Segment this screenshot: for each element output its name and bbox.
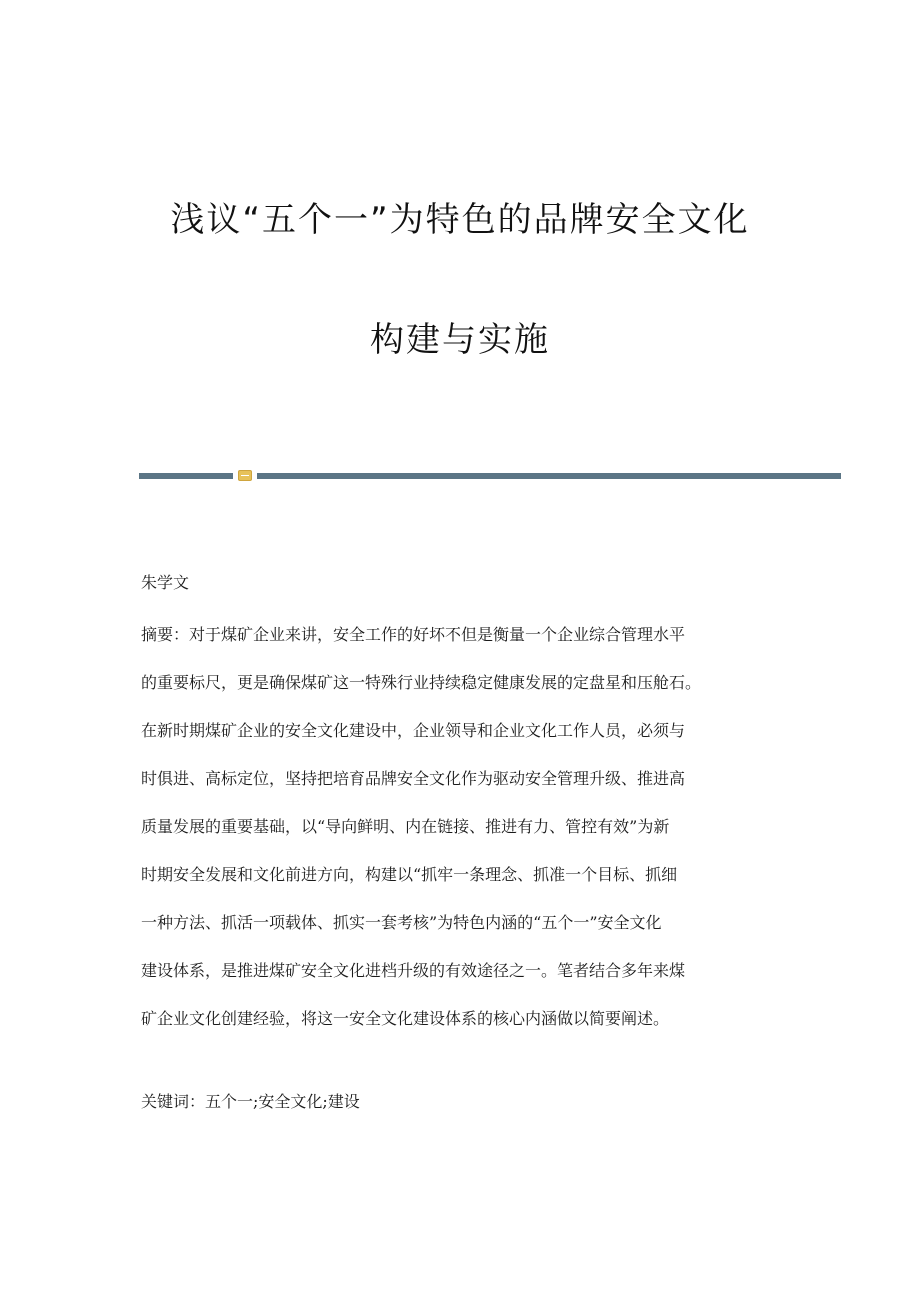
abstract bbox=[141, 619, 781, 1051]
title-divider bbox=[139, 470, 841, 482]
divider-bar-right bbox=[257, 473, 841, 479]
page-title-line-2: 构建与实施 bbox=[370, 320, 550, 360]
abstract-line: 摘要：对于煤矿企业来讲，安全工作的好坏不但是衡量一个企业综合管理水平 bbox=[141, 625, 686, 644]
abstract-line: 时俱进、高标定位，坚持把培育品牌安全文化作为驱动安全管理升级、推进高 bbox=[141, 769, 686, 788]
abstract-line: 建设体系，是推进煤矿安全文化进档升级的有效途径之一。笔者结合多年来煤 bbox=[141, 961, 686, 980]
abstract-line: 在新时期煤矿企业的安全文化建设中，企业领导和企业文化工作人员，必须与 bbox=[141, 721, 686, 740]
abstract-line: 时期安全发展和文化前进方向，构建以“抓牢一条理念、抓准一个目标、抓细 bbox=[141, 865, 678, 884]
keywords: 关键词：五个一;安全文化;建设 bbox=[141, 1092, 360, 1111]
abstract-line: 质量发展的重要基础，以“导向鲜明、内在链接、推进有力、管控有效”为新 bbox=[141, 817, 670, 836]
abstract-line: 一种方法、抓活一项载体、抓实一套考核”为特色内涵的“五个一”安全文化 bbox=[141, 913, 662, 932]
abstract-line: 的重要标尺，更是确保煤矿这一特殊行业持续稳定健康发展的定盘星和压舱石。 bbox=[141, 673, 702, 692]
divider-bar-left bbox=[139, 473, 233, 479]
abstract-line: 矿企业文化创建经验，将这一安全文化建设体系的核心内涵做以简要阐述。 bbox=[141, 1009, 670, 1028]
page-title-line-1: 浅议“五个一”为特色的品牌安全文化 bbox=[170, 200, 750, 240]
envelope-icon bbox=[238, 470, 252, 481]
author-name: 朱学文 bbox=[141, 573, 190, 592]
